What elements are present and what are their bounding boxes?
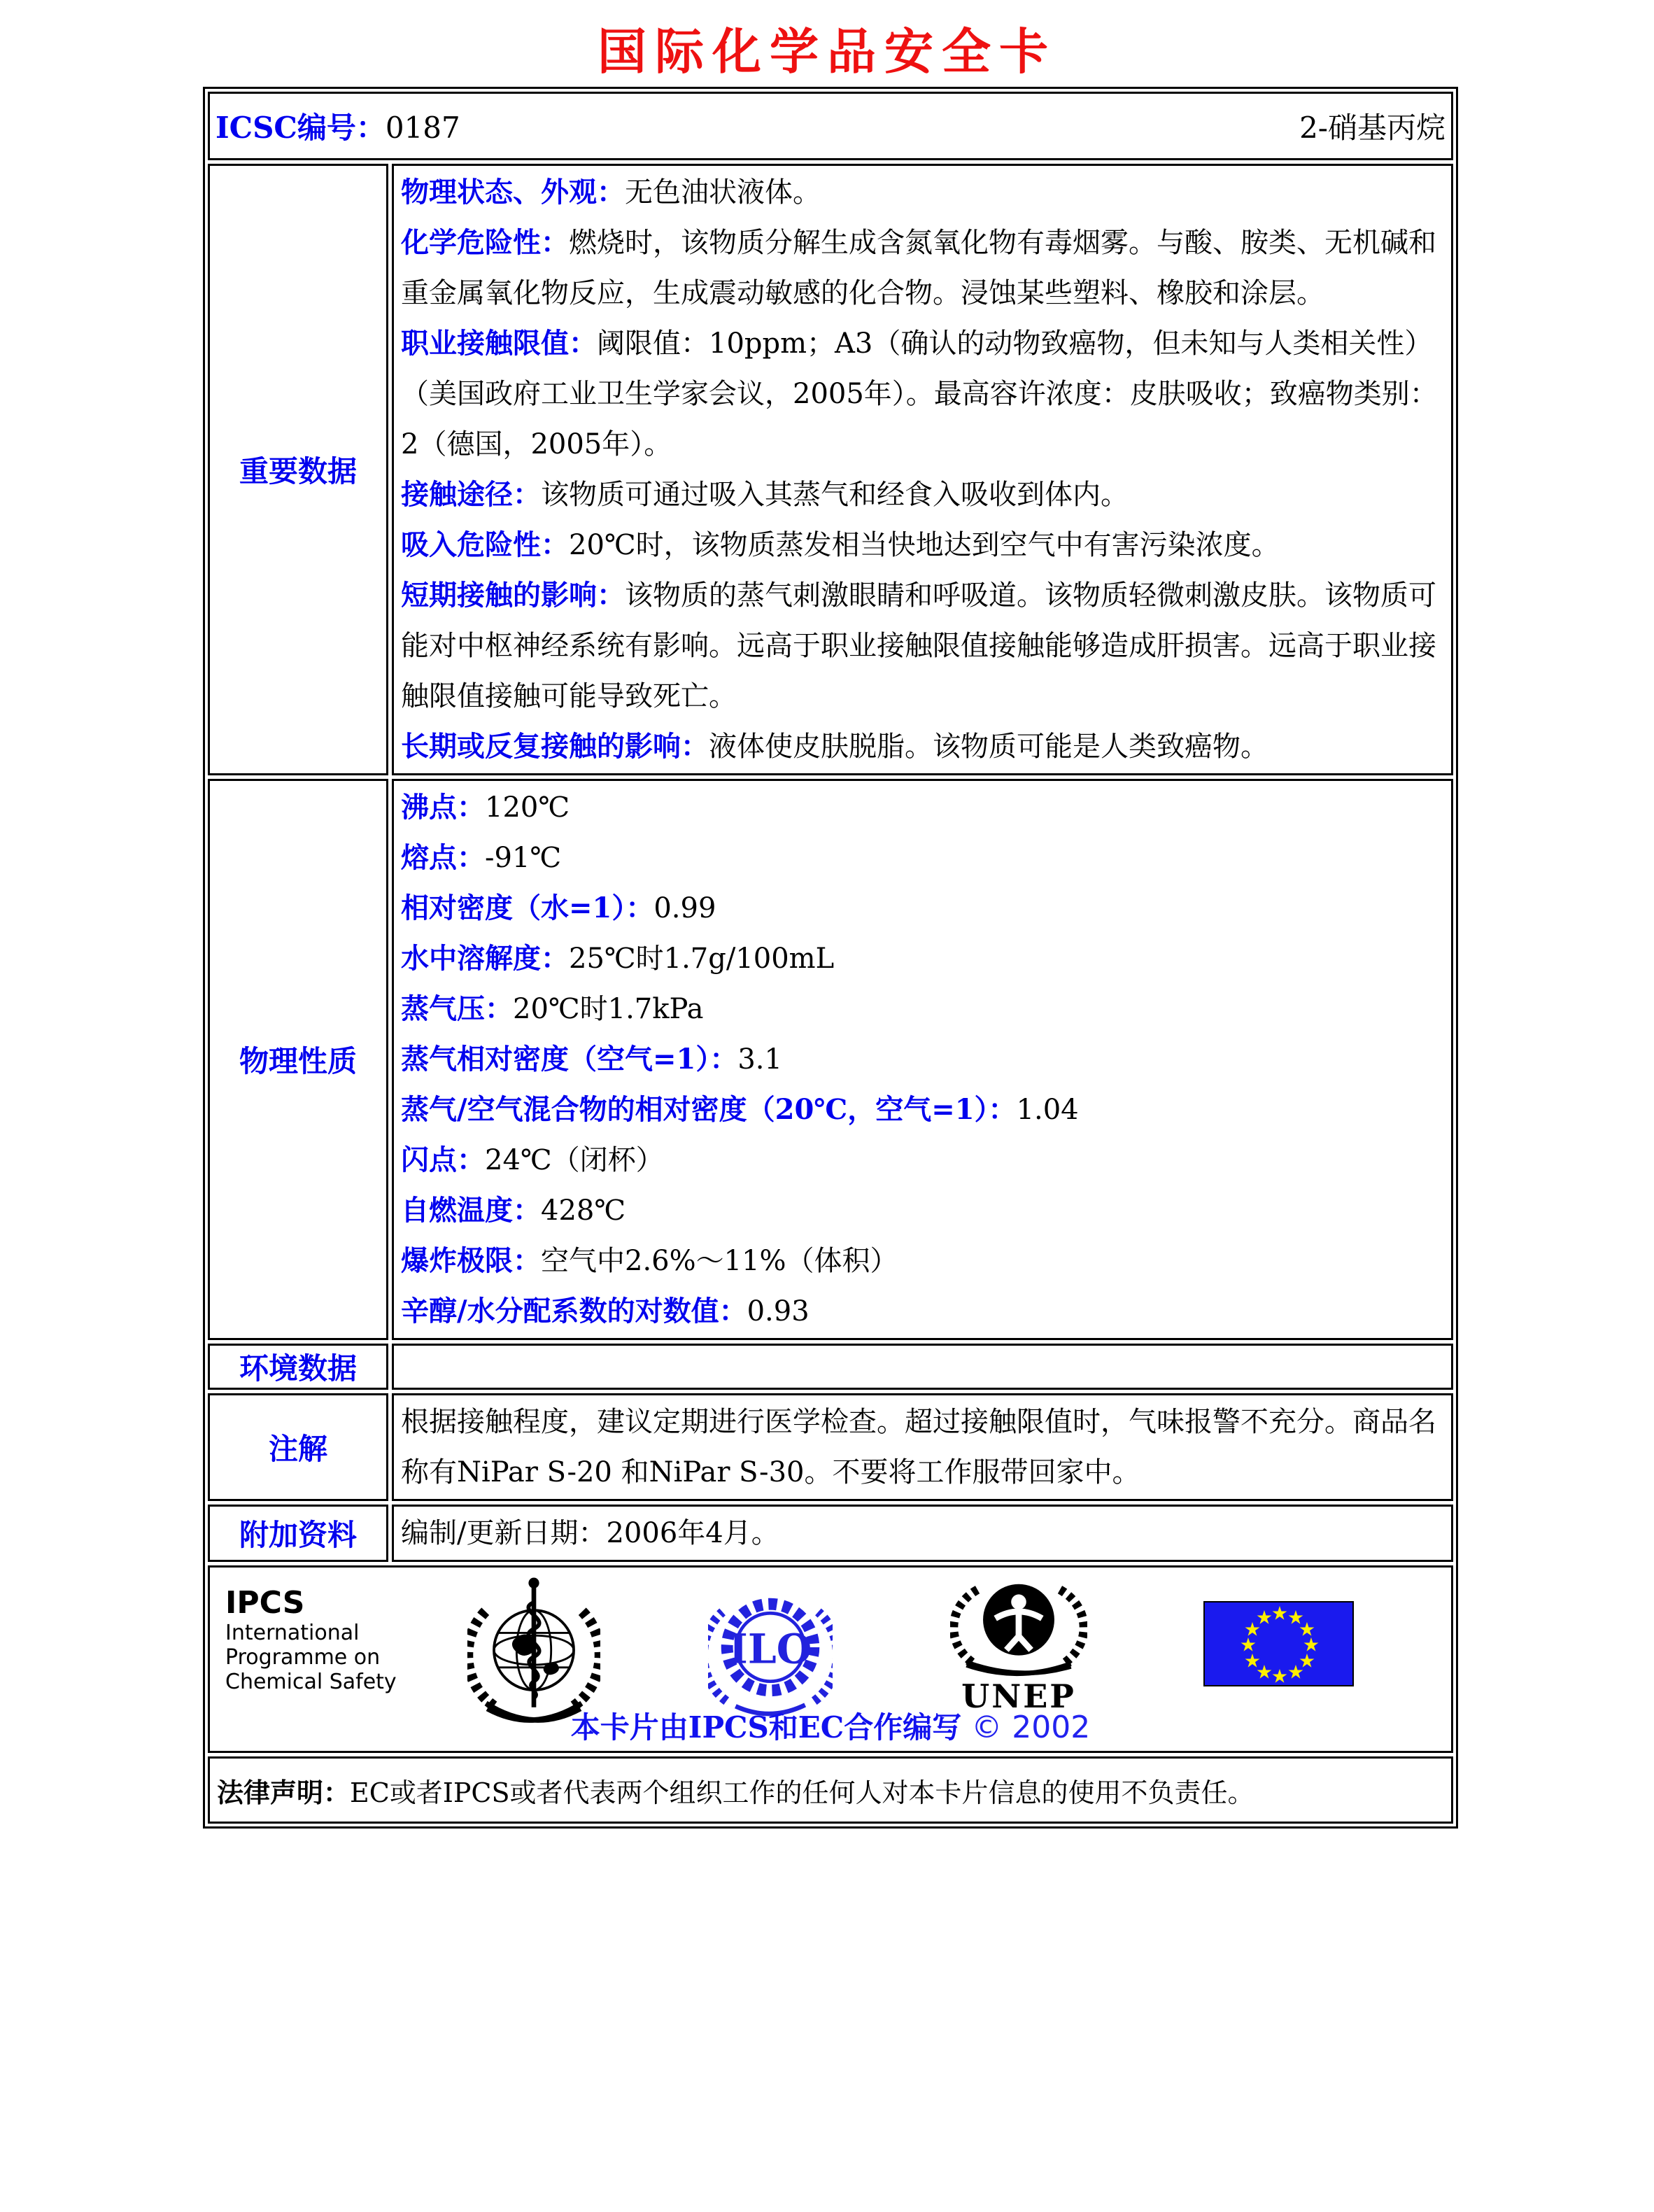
field-row: [401, 470, 1444, 520]
section-label-notes: 注解: [208, 1393, 388, 1501]
property-value: 0.93: [747, 1295, 810, 1327]
legal-row: [208, 1756, 1453, 1824]
field-label: 职业接触限值：: [401, 327, 597, 360]
ipcs-line: Chemical Safety: [225, 1670, 397, 1694]
physical-properties-row: [208, 779, 1453, 1340]
property-row: [401, 1236, 1444, 1286]
field-row: [401, 218, 1444, 318]
ipcs-text-block: [225, 1586, 397, 1694]
property-value: 428℃: [541, 1195, 626, 1227]
legal-notice-label: 法律声明：: [217, 1777, 351, 1808]
property-row: [401, 883, 1444, 934]
property-row: [401, 934, 1444, 984]
property-row: [401, 1085, 1444, 1135]
field-label: 长期或反复接触的影响：: [401, 730, 709, 763]
property-row: [401, 1185, 1444, 1236]
field-row: [401, 318, 1444, 470]
eu-star-icon: ★: [1298, 1650, 1316, 1672]
field-value: 该物质的蒸气刺激眼睛和呼吸道。该物质轻微刺激皮肤。该物质可能对中枢神经系统有影响。远高于职业接触限值接触能够造成肝损害。远高于职业接触限值接触可能导致死亡。: [401, 579, 1436, 712]
cooperation-caption: [210, 1705, 1451, 1747]
eu-star-icon: ★: [1298, 1619, 1316, 1641]
ipcs-line: Programme on: [225, 1645, 381, 1670]
icsc-number-label: ICSC编号：: [215, 111, 386, 145]
eu-star-icon: ★: [1287, 1607, 1305, 1629]
field-label: 化学危险性：: [401, 226, 569, 259]
unep-logo-icon: [950, 1572, 1087, 1680]
property-label: 辛醇/水分配系数的对数值：: [401, 1295, 747, 1327]
logos-row: [208, 1565, 1453, 1753]
environmental-data-row: [208, 1344, 1453, 1390]
property-row: [401, 1286, 1444, 1337]
property-value: 空气中2.6%～11%（体积）: [541, 1245, 898, 1277]
field-row: [401, 167, 1444, 218]
property-value: 0.99: [653, 892, 716, 924]
ipcs-acronym: IPCS: [225, 1585, 305, 1621]
eu-star-icon: ★: [1255, 1661, 1273, 1684]
legal-notice-cell: [208, 1756, 1453, 1824]
field-value: 20℃时，该物质蒸发相当快地达到空气中有害污染浓度。: [569, 529, 1280, 561]
field-label: 接触途径：: [401, 478, 541, 511]
section-label-environmental-data: 环境数据: [208, 1344, 388, 1390]
eu-star-icon: ★: [1271, 1602, 1289, 1625]
additional-info-content: 编制/更新日期：2006年4月。: [392, 1505, 1453, 1562]
property-row: [401, 1034, 1444, 1085]
eu-star-icon: ★: [1287, 1661, 1305, 1684]
field-row: [401, 570, 1444, 721]
property-label: 水中溶解度：: [401, 942, 569, 975]
environmental-data-content: [392, 1344, 1453, 1390]
property-value: -91℃: [485, 842, 562, 874]
ilo-logo-icon: [708, 1581, 833, 1723]
additional-info-row: [208, 1505, 1453, 1562]
cooperation-caption-text: 本卡片由IPCS和EC合作编写: [570, 1710, 962, 1745]
unep-logo-block: [950, 1572, 1087, 1715]
field-label: 物理状态、外观：: [401, 176, 625, 209]
important-data-content: [392, 164, 1453, 775]
logos-cell: [208, 1565, 1453, 1753]
ipcs-line: International: [225, 1621, 360, 1645]
property-label: 沸点：: [401, 791, 485, 824]
eu-star-icon: ★: [1239, 1634, 1257, 1656]
copyright-text: © 2002: [971, 1710, 1091, 1745]
property-row: [401, 782, 1444, 833]
icsc-number-group: [215, 105, 460, 147]
field-value: 该物质可通过吸入其蒸气和经食入吸收到体内。: [541, 479, 1129, 511]
section-label-important-data: 重要数据: [208, 164, 388, 775]
field-value: 无色油状液体。: [625, 176, 821, 209]
property-label: 蒸气/空气混合物的相对密度（20℃，空气=1）：: [401, 1093, 1017, 1126]
chemical-name: 2-硝基丙烷: [1299, 111, 1446, 145]
property-value: 3.1: [737, 1043, 782, 1076]
eu-star-icon: ★: [1243, 1619, 1261, 1641]
icsc-card-table: [203, 87, 1458, 1829]
property-value: 20℃时1.7kPa: [513, 993, 704, 1025]
icsc-number-value: 0187: [385, 111, 460, 145]
physical-properties-content: [392, 779, 1453, 1340]
unep-wordmark: UNEP: [961, 1677, 1076, 1715]
field-label: 吸入危险性：: [401, 528, 569, 561]
legal-notice-text: EC或者IPCS或者代表两个组织工作的任何人对本卡片信息的使用不负责任。: [350, 1777, 1254, 1808]
field-row: [401, 721, 1444, 772]
property-label: 爆炸极限：: [401, 1244, 541, 1277]
field-label: 短期接触的影响：: [401, 579, 625, 612]
property-label: 相对密度（水=1）：: [401, 892, 654, 924]
field-row: [401, 520, 1444, 570]
eu-star-icon: ★: [1271, 1665, 1289, 1688]
property-row: [401, 1135, 1444, 1185]
eu-star-icon: ★: [1243, 1650, 1261, 1672]
header-cell: [208, 92, 1453, 160]
notes-row: [208, 1393, 1453, 1501]
eu-star-icon: ★: [1255, 1607, 1273, 1629]
eu-star-icon: ★: [1302, 1634, 1320, 1656]
property-label: 蒸气压：: [401, 992, 513, 1025]
field-value: 液体使皮肤脱脂。该物质可能是人类致癌物。: [709, 731, 1268, 763]
notes-content: 根据接触程度，建议定期进行医学检查。超过接触限值时，气味报警不充分。商品名称有NiPar S-20 和NiPar S-30。不要将工作服带回家中。: [392, 1393, 1453, 1501]
page-title: 国际化学品安全卡: [598, 22, 1056, 80]
field-value: 燃烧时，该物质分解生成含氮氧化物有毒烟雾。与酸、胺类、无机碱和重金属氧化物反应，生成震动敏感的化合物。浸蚀某些塑料、橡胶和涂层。: [401, 227, 1436, 309]
property-row: [401, 984, 1444, 1034]
property-value: 24℃（闭杯）: [485, 1144, 664, 1176]
section-label-physical-properties: 物理性质: [208, 779, 388, 1340]
property-label: 自燃温度：: [401, 1194, 541, 1227]
property-label: 蒸气相对密度（空气=1）：: [401, 1043, 738, 1076]
header-row: [208, 92, 1453, 160]
property-row: [401, 833, 1444, 883]
property-label: 熔点：: [401, 841, 485, 874]
property-value: 25℃时1.7g/100mL: [569, 943, 835, 975]
important-data-row: [208, 164, 1453, 775]
eu-flag-icon: [1203, 1601, 1354, 1686]
property-value: 120℃: [485, 791, 570, 824]
svg-text:ILO: ILO: [728, 1624, 812, 1673]
property-value: 1.04: [1016, 1094, 1079, 1126]
section-label-additional-info: 附加资料: [208, 1505, 388, 1562]
property-label: 闪点：: [401, 1143, 485, 1176]
field-value: 阈限值：10ppm；A3（确认的动物致癌物，但未知与人类相关性）（美国政府工业卫生学家会议，2005年）。最高容许浓度：皮肤吸收；致癌物类别：2（德国，2005年）。: [401, 327, 1438, 460]
